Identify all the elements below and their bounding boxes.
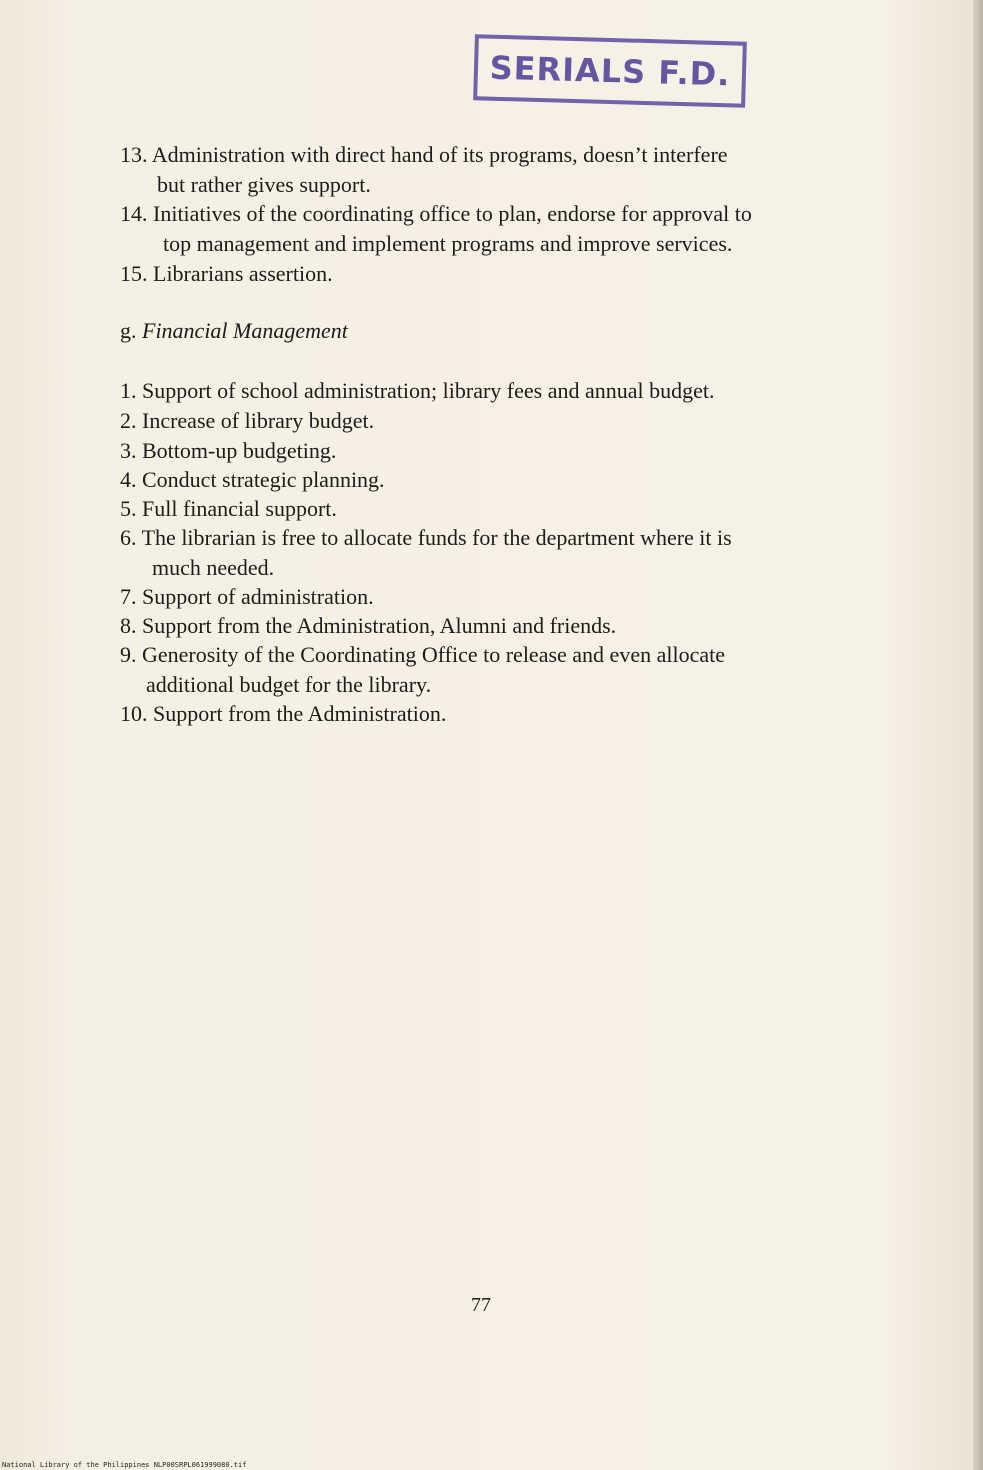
list-item: 15. Librarians assertion.: [120, 261, 333, 286]
list-item: 2. Increase of library budget.: [120, 408, 375, 433]
list-item: 13. Administration with direct hand of its programs, doesn’t interfere but rather gives support.: [120, 142, 728, 197]
list-item: 10. Support from the Administration.: [120, 701, 447, 726]
list-item: 4. Conduct strategic planning.: [120, 467, 385, 492]
list-item: 7. Support of administration.: [120, 584, 374, 609]
list-item: 5. Full financial support.: [120, 496, 337, 521]
scan-footer: National Library of the Philippines NLP00SRPL061999080.tif: [2, 1461, 247, 1469]
list-item: 14. Initiatives of the coordinating office to plan, endorse for approval to top management and implement programs and improve services.: [120, 201, 752, 256]
page-edge-shadow: [973, 0, 983, 1470]
section-heading: g. Financial Management: [120, 318, 348, 343]
list-item: 1. Support of school administration; library fees and annual budget.: [120, 378, 715, 403]
list-item: 3. Bottom-up budgeting.: [120, 438, 337, 463]
list-item: 8. Support from the Administration, Alumni and friends.: [120, 613, 617, 638]
serials-stamp: SERIALS F.D.: [473, 34, 747, 108]
page-number: 77: [471, 1294, 491, 1316]
list-item: 9. Generosity of the Coordinating Office to release and even allocate additional budget for the library.: [120, 642, 725, 697]
list-item: 6. The librarian is free to allocate funds for the department where it is much needed.: [120, 525, 732, 580]
